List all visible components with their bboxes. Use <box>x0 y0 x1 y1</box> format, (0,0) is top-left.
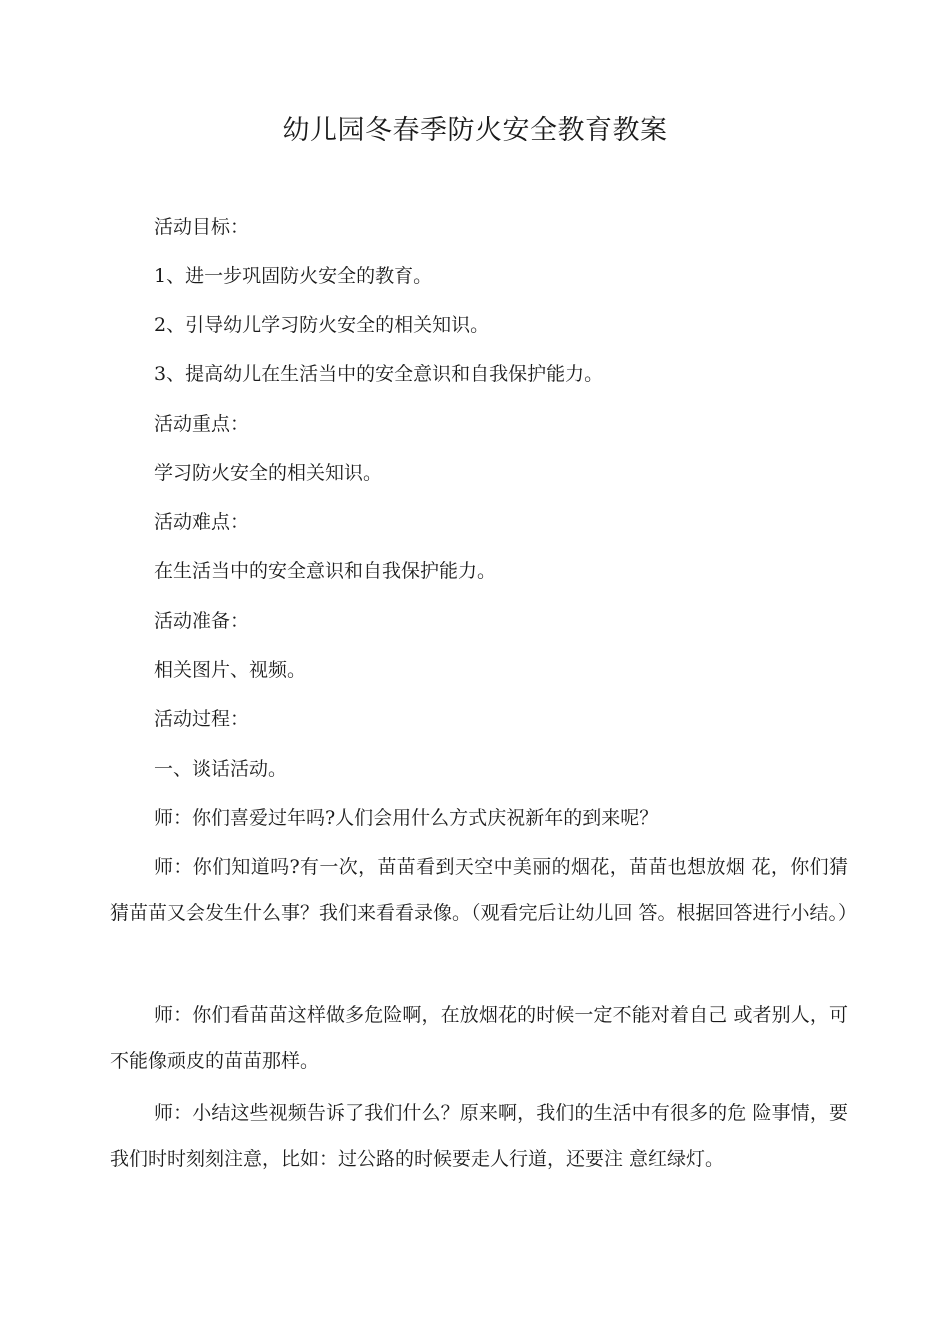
section-heading-goals: 活动目标： <box>154 216 250 238</box>
focus-text: 学习防火安全的相关知识。 <box>154 462 383 484</box>
process-step-1: 一、谈话活动。 <box>154 758 288 780</box>
section-heading-focus: 活动重点： <box>154 413 250 435</box>
document-title: 幼儿园冬春季防火安全教育教案 <box>282 115 668 146</box>
section-heading-process: 活动过程： <box>154 708 250 730</box>
dialogue-paragraph: 师：你们知道吗?有一次，苗苗看到天空中美丽的烟花，苗苗也想放烟 花，你们猜猜苗苗又会发生什么事？我们来看看录像。（观看完后让幼儿回 答。根据回答进行小结。） <box>110 856 858 924</box>
goal-item-3: 3、提高幼儿在生活当中的安全意识和自我保护能力。 <box>154 363 604 385</box>
goal-item-1: 1、进一步巩固防火安全的教育。 <box>154 265 433 287</box>
difficulty-text: 在生活当中的安全意识和自我保护能力。 <box>154 560 497 582</box>
section-heading-difficulty: 活动难点： <box>154 511 250 533</box>
section-heading-preparation: 活动准备： <box>154 610 250 632</box>
goal-item-2: 2、引导幼儿学习防火安全的相关知识。 <box>154 314 490 336</box>
dialogue-paragraph: 师：小结这些视频告诉了我们什么？原来啊，我们的生活中有很多的危 险事情，要我们时时刻刻注意，比如：过公路的时候要走人行道，还要注 意红绿灯。 <box>110 1102 848 1170</box>
dialogue-paragraph: 师：你们看苗苗这样做多危险啊，在放烟花的时候一定不能对着自己 或者别人，可不能像顽皮的苗苗那样。 <box>110 1004 848 1072</box>
preparation-text: 相关图片、视频。 <box>154 659 307 681</box>
dialogue-paragraph: 师：你们喜爱过年吗?人们会用什么方式庆祝新年的到来呢？ <box>154 807 659 829</box>
